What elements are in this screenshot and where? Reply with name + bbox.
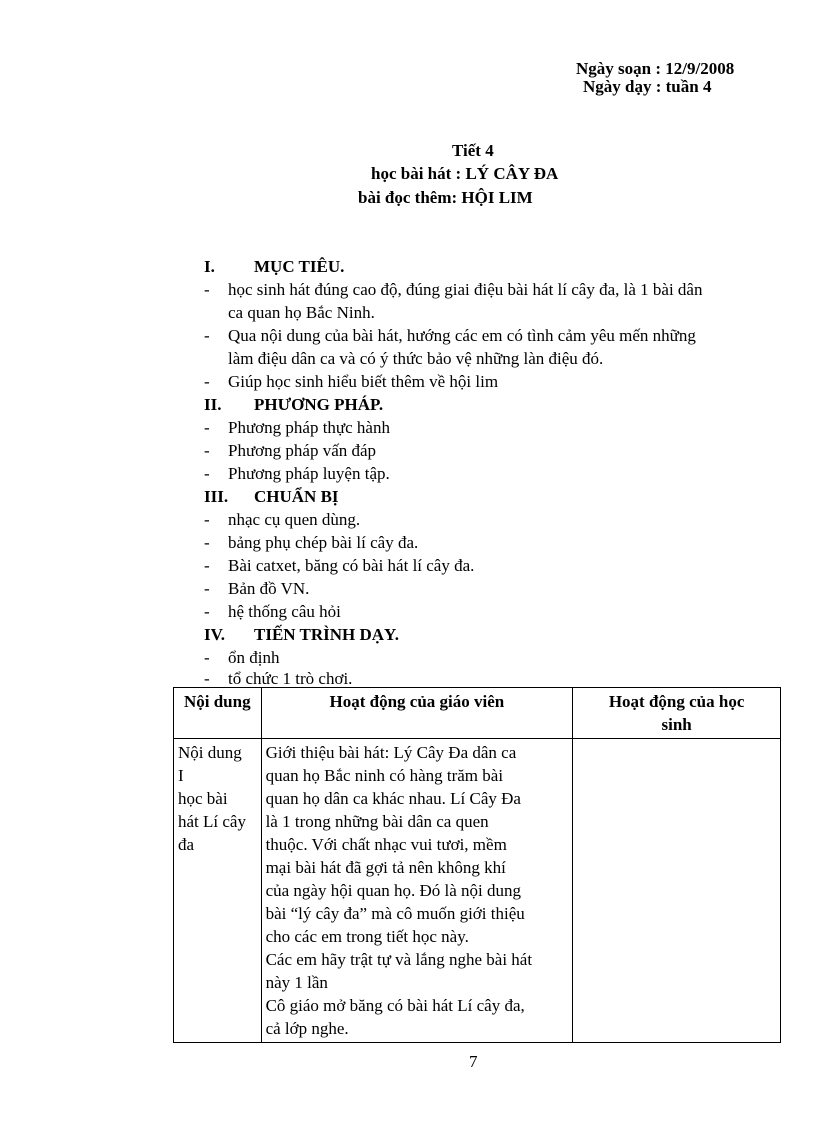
- date-prepared: Ngày soạn : 12/9/2008: [576, 59, 735, 78]
- cell-line: cho các em trong tiết học này.: [265, 927, 469, 946]
- list-item-text: nhạc cụ quen dùng.: [228, 510, 361, 529]
- section-heading-methods: [204, 395, 383, 415]
- cell-line: học bài: [178, 789, 228, 808]
- cell-teacher-activity: [261, 739, 573, 1043]
- section-number: II.: [204, 395, 222, 414]
- list-item-text: Qua nội dung của bài hát, hướng các em có tình cảm yêu mến những: [228, 326, 696, 345]
- table-row: [174, 739, 781, 1043]
- page-number: 7: [469, 1052, 478, 1071]
- cell-line: đa: [178, 835, 195, 854]
- section-number: IV.: [204, 625, 225, 644]
- bullet-dash: -: [204, 280, 210, 299]
- cell-line: quan họ dân ca khác nhau. Lí Cây Đa: [265, 789, 521, 808]
- list-item-text: bảng phụ chép bài lí cây đa.: [228, 533, 419, 552]
- list-item: [204, 372, 498, 392]
- list-item: [204, 602, 341, 622]
- list-item-text: tổ chức 1 trò chơi.: [228, 669, 353, 688]
- header-teacher-activity: Hoạt động của giáo viên: [261, 688, 573, 739]
- bullet-dash: -: [204, 556, 210, 575]
- list-item-continuation: ca quan họ Bắc Ninh.: [228, 303, 375, 322]
- cell-line: hát Lí cây: [178, 812, 246, 831]
- cell-content: [174, 739, 262, 1043]
- section-label: CHUẨN BỊ: [254, 487, 339, 506]
- header-line: Hoạt động của học: [608, 692, 745, 711]
- cell-line: cả lớp nghe.: [265, 1019, 349, 1038]
- list-item: [204, 441, 376, 461]
- list-item: [204, 533, 418, 553]
- section-label: TIẾN TRÌNH DẠY.: [254, 625, 400, 644]
- cell-line: của ngày hội quan họ. Đó là nội dung: [265, 881, 522, 900]
- list-item-text: học sinh hát đúng cao độ, đúng giai điệu bài hát lí cây đa, là 1 bài dân: [228, 280, 703, 299]
- lesson-number: Tiết 4: [452, 141, 494, 160]
- list-item-text: Giúp học sinh hiểu biết thêm về hội lim: [228, 372, 499, 391]
- list-item: [204, 556, 474, 576]
- section-heading-procedure: [204, 625, 399, 645]
- list-item-text: Bản đồ VN.: [228, 579, 310, 598]
- list-item: [204, 464, 390, 484]
- section-label: PHƯƠNG PHÁP.: [254, 395, 384, 414]
- section-label: MỤC TIÊU.: [254, 257, 345, 276]
- header-student-activity: [573, 688, 781, 739]
- list-item: [204, 648, 279, 668]
- bullet-dash: -: [204, 602, 210, 621]
- song-title: học bài hát : LÝ CÂY ĐA: [371, 164, 559, 183]
- bullet-dash: -: [204, 510, 210, 529]
- list-item-continuation: làm điệu dân ca và có ý thức bảo vệ những làn điệu đó.: [228, 349, 604, 368]
- list-item: [204, 669, 352, 689]
- cell-line: là 1 trong những bài dân ca quen: [265, 812, 489, 831]
- date-taught: Ngày dạy : tuần 4: [583, 77, 712, 96]
- cell-line: mại bài hát đã gợi tả nên không khí: [265, 858, 506, 877]
- header-line: sinh: [661, 715, 692, 734]
- bullet-dash: -: [204, 464, 210, 483]
- cell-line: bài “lý cây đa” mà cô muốn giới thiệu: [265, 904, 525, 923]
- cell-line: I: [178, 766, 184, 785]
- section-number: III.: [204, 487, 229, 506]
- cell-line: thuộc. Với chất nhạc vui tươi, mềm: [265, 835, 507, 854]
- cell-line: quan họ Bắc ninh có hàng trăm bài: [265, 766, 504, 785]
- section-heading-preparation: [204, 487, 339, 507]
- bullet-dash: -: [204, 669, 210, 688]
- reading-title: bài đọc thêm: HỘI LIM: [358, 188, 533, 207]
- list-item: [204, 418, 390, 438]
- section-number: I.: [204, 257, 215, 276]
- list-item-text: hệ thống câu hỏi: [228, 602, 341, 621]
- cell-line: Nội dung: [178, 743, 242, 762]
- lesson-plan-table: [173, 687, 781, 1043]
- list-item: [204, 326, 696, 346]
- bullet-dash: -: [204, 533, 210, 552]
- bullet-dash: -: [204, 441, 210, 460]
- list-item-text: Phương pháp luyện tập.: [228, 464, 390, 483]
- cell-line: Cô giáo mở băng có bài hát Lí cây đa,: [265, 996, 525, 1015]
- bullet-dash: -: [204, 579, 210, 598]
- list-item: [204, 510, 360, 530]
- table-header-row: [174, 688, 781, 739]
- bullet-dash: -: [204, 418, 210, 437]
- list-item-text: Phương pháp thực hành: [228, 418, 390, 437]
- list-item: [204, 280, 702, 300]
- cell-line: này 1 lần: [265, 973, 328, 992]
- cell-line: Các em hãy trật tự và lắng nghe bài hát: [265, 950, 533, 969]
- list-item-text: Bài catxet, băng có bài hát lí cây đa.: [228, 556, 475, 575]
- header-content: Nội dung: [174, 688, 262, 739]
- bullet-dash: -: [204, 326, 210, 345]
- list-item-text: Phương pháp vấn đáp: [228, 441, 377, 460]
- list-item: [204, 579, 309, 599]
- bullet-dash: -: [204, 648, 210, 667]
- section-heading-objectives: [204, 257, 344, 277]
- bullet-dash: -: [204, 372, 210, 391]
- list-item-text: ổn định: [228, 648, 280, 667]
- cell-line: Giới thiệu bài hát: Lý Cây Đa dân ca: [265, 743, 517, 762]
- cell-student-activity: [573, 739, 781, 1043]
